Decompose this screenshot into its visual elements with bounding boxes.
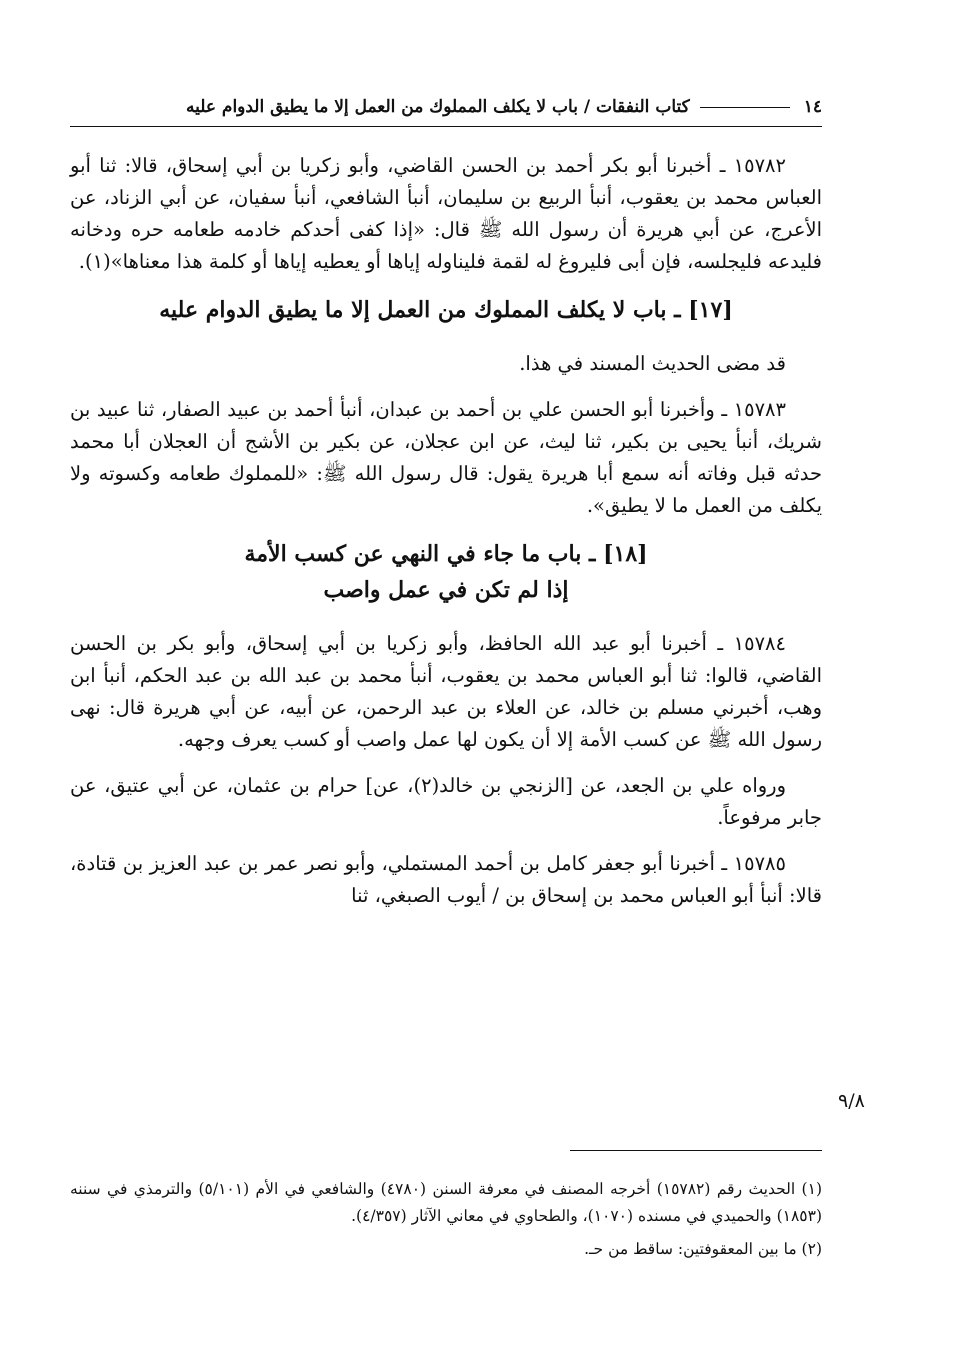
hadith-15784: ١٥٧٨٤ ـ أخبرنا أبو عبد الله الحافظ، وأبو زكريا بن أبي إسحاق، وأبو بكر بن الحسن القاضي، قالوا: ثنا أبو العباس محمد بن يعقوب، أنبأ محمد بن عبد الله بن عبد الحكم، أنبأ ابن وهب، أخبرني مسلم بن خالد، عن العلاء بن عبد الرحمن، عن أبيه، عن أبي هريرة قال: نهى رسول الله ﷺ عن كسب الأمة إلا أن يكون لها عمل واصب أو كسب يعرف وجهه. — [70, 632, 823, 751]
chapter-heading-18-line2: إذا لم تكن في عمل واصب — [323, 577, 569, 603]
main-text — [70, 150, 822, 926]
footnote-rule — [570, 1150, 822, 1151]
page-number: ١٤ — [803, 97, 822, 117]
chapter-heading-18 — [70, 536, 822, 608]
chapter-heading-17-text: [١٧] ـ باب لا يكلف المملوك من العمل إلا ما يطيق الدوام عليه — [159, 297, 733, 323]
hadith-15783: ١٥٧٨٣ ـ وأخبرنا أبو الحسن علي بن أحمد بن عبدان، أنبأ أحمد بن عبيد الصفار، ثنا عبيد بن شريك، أنبأ يحيى بن بكير، ثنا ليث، عن ابن عجلان، عن بكير بن الأشج أن العجلان أبا محمد حدثه قبل وفاته أنه سمع أبا هريرة يقول: قال رسول الله ﷺ: «للمملوك طعامه وكسوته ولا يكلف من العمل ما لا يطيق». — [70, 398, 822, 517]
narration-paragraph: ورواه علي بن الجعد، عن [الزنجي بن خالد(٢)، عن] حرام بن عثمان، عن أبي عتيق، عن جابر مرفوعاً. — [70, 774, 822, 829]
header-title: كتاب النفقات / باب لا يكلف المملوك من العمل إلا ما يطيق الدوام عليه — [185, 97, 690, 117]
header-dash — [700, 107, 790, 108]
header-rule — [70, 126, 822, 127]
note-paragraph: قد مضى الحديث المسند في هذا. — [519, 352, 786, 375]
footnote-2: (٢) ما بين المعقوفتين: ساقط من حـ. — [584, 1240, 822, 1258]
footnote-1: (١) الحديث رقم (١٥٧٨٢) أخرجه المصنف في معرفة السنن (٤٧٨٠) والشافعي في الأم (٥/١٠١) والترمذي في سننه (١٨٥٣) والحميدي في مسنده (١٠٧٠)، والطحاوي في معاني الآثار (٤/٣٥٧). — [70, 1180, 822, 1225]
chapter-heading-17 — [70, 292, 822, 328]
running-header — [70, 92, 822, 122]
chapter-heading-18-line1: [١٨] ـ باب ما جاء في النهي عن كسب الأمة — [244, 541, 648, 567]
hadith-15785: ١٥٧٨٥ ـ أخبرنا أبو جعفر كامل بن أحمد المستملي، وأبو نصر عمر بن عبد العزيز بن قتادة، قالا: أنبأ أبو العباس محمد بن إسحاق بن / أيوب الصبغي، ثنا — [70, 852, 822, 907]
hadith-15782: ١٥٧٨٢ ـ أخبرنا أبو بكر أحمد بن الحسن القاضي، وأبو زكريا بن أبي إسحاق، قالا: ثنا أبو العباس محمد بن يعقوب، أنبأ الربيع بن سليمان، أنبأ الشافعي، أنبأ سفيان، عن أبي الزناد، عن الأعرج، عن أبي هريرة أن رسول الله ﷺ قال: «إذا كفى أحدكم خادمه طعامه حره ودخانه فليدعه فليجلسه، فإن أبى فليروغ له لقمة فليناوله إياها أو يعطيه إياها أو كلمة هذا معناها»(١). — [70, 154, 822, 273]
footnotes — [70, 1176, 822, 1269]
margin-reference: ٩/٨ — [838, 1090, 865, 1112]
